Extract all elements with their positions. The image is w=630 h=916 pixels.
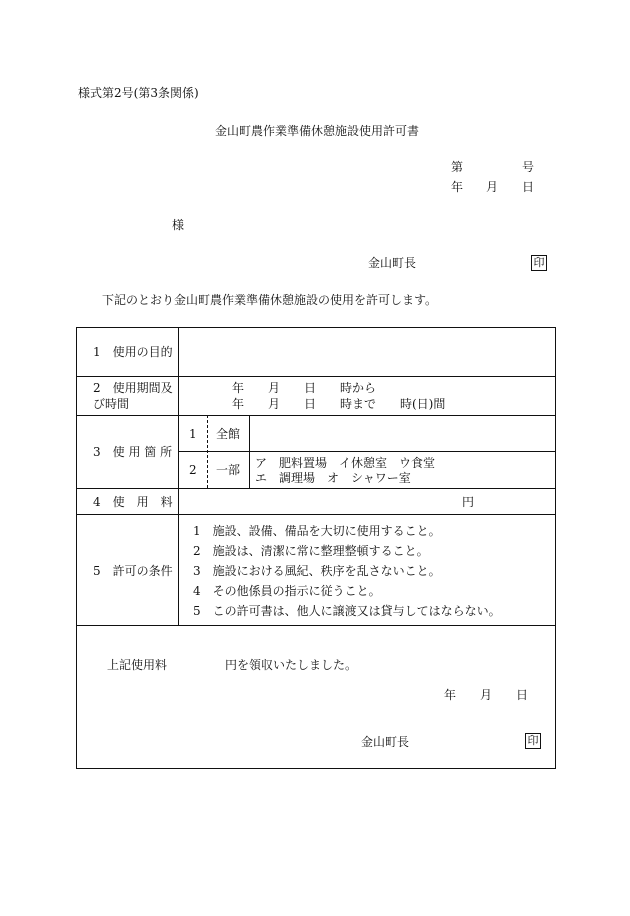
condition-item: 2 施設は、清潔に常に整理整頓すること。 [193, 544, 429, 558]
location-option1-label: 全館 [216, 427, 241, 441]
ref-dai: 第 [451, 160, 464, 174]
receipt-label: 上記使用料 [107, 658, 168, 672]
date-month: 月 [486, 180, 499, 194]
seal-mark: 印 [531, 255, 547, 271]
period-from: 年 月 日 時から [232, 381, 377, 395]
location-option2-number: 2 [189, 463, 197, 477]
date-year: 年 [451, 180, 464, 194]
condition-item: 4 その他係員の指示に従うこと。 [193, 584, 381, 598]
label-column-divider [178, 327, 179, 625]
period-label-line2: び時間 [93, 397, 130, 411]
option-dashed-divider [207, 415, 208, 488]
receipt-issuer: 金山町長 [361, 735, 410, 749]
location-option2-line2: エ 調理場 オ シャワー室 [255, 471, 411, 485]
addressee-suffix: 様 [172, 218, 185, 232]
row-divider [76, 415, 556, 416]
receipt-date-year: 年 [444, 688, 457, 702]
row-divider [76, 376, 556, 377]
receipt-date-day: 日 [516, 688, 529, 702]
option-column-divider [249, 415, 250, 488]
row-divider [76, 514, 556, 515]
period-to: 年 月 日 時まで 時(日)間 [232, 397, 446, 411]
location-option1-number: 1 [189, 427, 197, 441]
purpose-label: 1 使用の目的 [93, 345, 173, 359]
condition-item: 3 施設における風紀、秩序を乱さないこと。 [193, 564, 441, 578]
location-option2-line1: ア 肥料置場 イ休憩室 ウ食堂 [255, 456, 436, 470]
document-title: 金山町農作業準備休憩施設使用許可書 [215, 124, 420, 138]
conditions-label: 5 許可の条件 [93, 564, 173, 578]
intro-text: 下記のとおり金山町農作業準備休憩施設の使用を許可します。 [102, 293, 438, 307]
issuer-name: 金山町長 [368, 256, 417, 270]
receipt-seal-mark: 印 [525, 733, 541, 749]
fee-unit: 円 [462, 495, 475, 509]
condition-item: 5 この許可書は、他人に譲渡又は貸与してはならない。 [193, 604, 501, 618]
ref-go: 号 [522, 160, 535, 174]
condition-item: 1 施設、設備、備品を大切に使用すること。 [193, 524, 441, 538]
receipt-date-month: 月 [480, 688, 493, 702]
date-day: 日 [522, 180, 535, 194]
fee-label: 4 使 用 料 [93, 495, 173, 509]
row-divider [76, 488, 556, 489]
location-option2-label: 一部 [216, 463, 241, 477]
location-label: 3 使 用 箇 所 [93, 445, 173, 459]
row-divider [76, 625, 556, 626]
form-number: 様式第2号(第3条関係) [78, 86, 199, 100]
row-divider [178, 451, 556, 452]
receipt-text: 円を領収いたしました。 [225, 658, 358, 672]
period-label-line1: 2 使用期間及 [93, 381, 173, 395]
